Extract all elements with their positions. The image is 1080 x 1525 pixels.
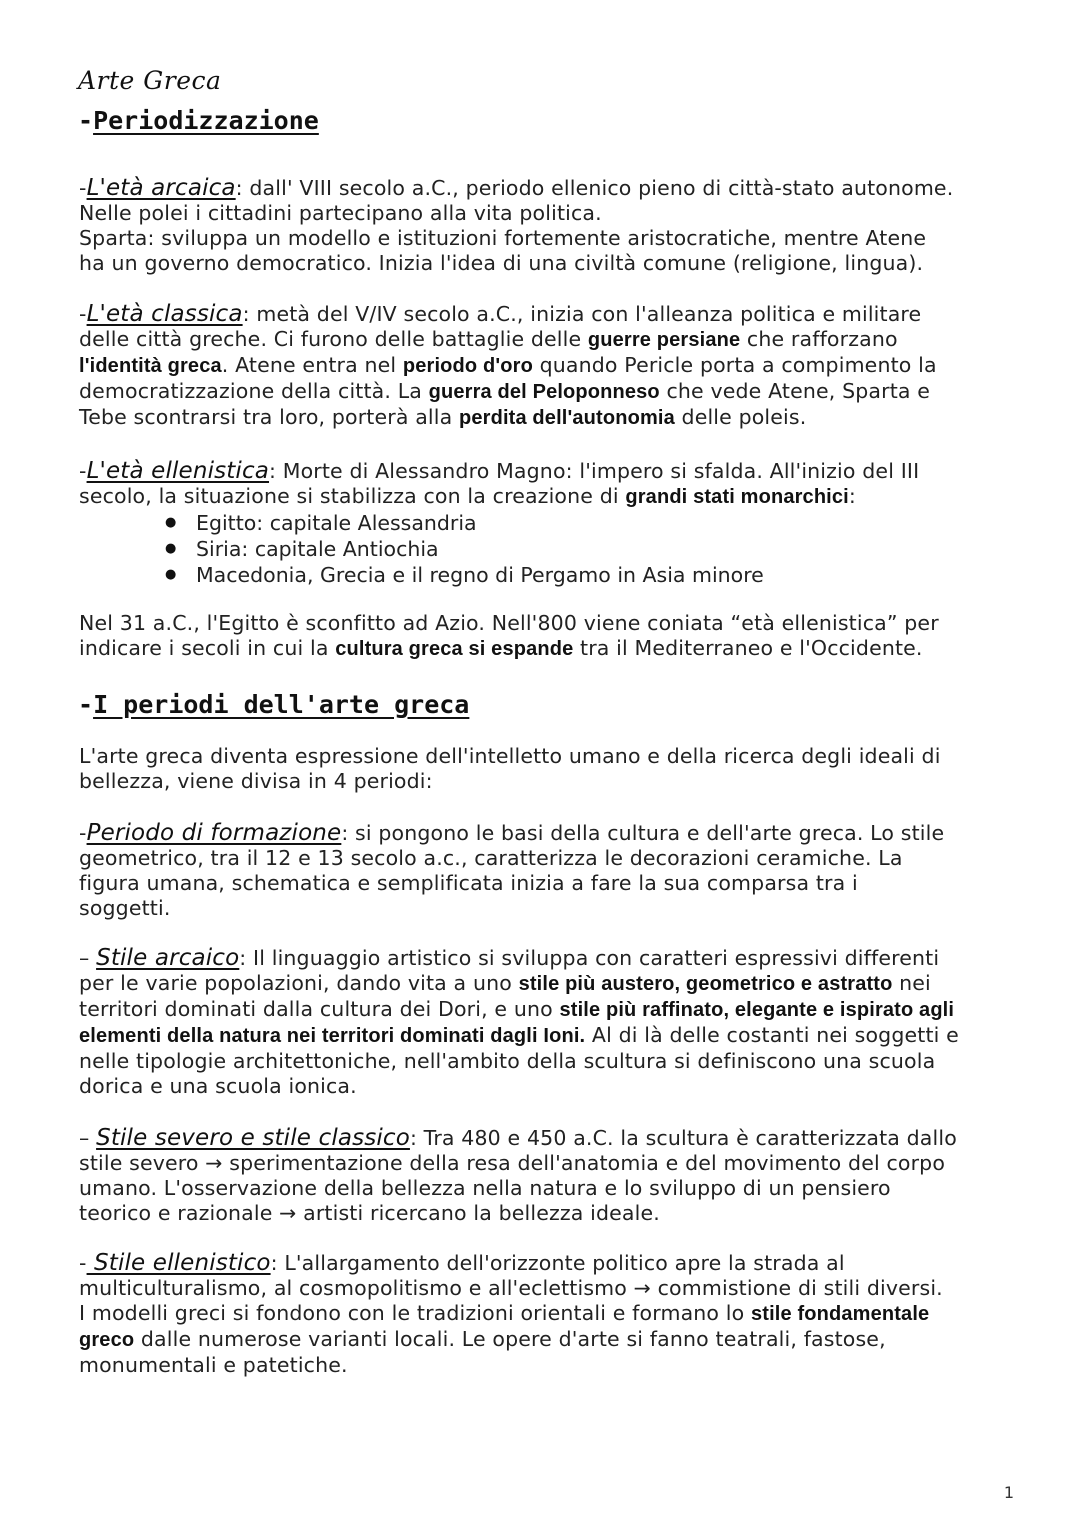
section-heading-periodi-arte [78, 690, 469, 719]
paragraph-stile-arcaico: – Stile arcaico: Il linguaggio artistico si sviluppa con caratteri espressivi differenti per le varie popolazioni, dando vita a uno stile più austero, geometrico e astratto nei territori dominati dalla cultura dei Dori, e uno stile più raffinato, elegante e ispirato agli elementi della natura nei territori dominati dagli Ioni. Al di là delle costanti nei soggetti e nelle tipologie architettoniche, nell'ambito della scultura si definiscono una scuola dorica e una scuola ionica. [79, 945, 959, 1098]
heading-dash: - [78, 106, 94, 135]
paragraph-azio: Nel 31 a.C., l'Egitto è sconfitto ad Azio. Nell'800 viene coniata “età ellenistica” per indicare i secoli in cui la cultura greca si espande tra il Mediterraneo e l'Occidente. [79, 611, 939, 660]
term-eta-arcaica: L'età arcaica [86, 175, 236, 201]
heading-dash: - [78, 690, 94, 719]
page-number: 1 [1003, 1483, 1014, 1502]
paragraph-periodo-formazione: -Periodo di formazione: si pongono le basi della cultura e dell'arte greca. Lo stile geometrico, tra il 12 e 13 secolo a.c., caratterizza le decorazioni ceramiche. La figura umana, schematica e semplificata inizia a fare la sua comparsa tra i soggetti. [79, 820, 945, 920]
heading-text: Periodizzazione [93, 106, 319, 135]
paragraph-eta-ellenistica: -L'età ellenistica: Morte di Alessandro Magno: l'impero si sfalda. All'inizio del III secolo, la situazione si stabilizza con la creazione di grandi stati monarchici: [79, 458, 920, 508]
paragraph-intro: L'arte greca diventa espressione dell'intelletto umano e della ricerca degli ideali di bellezza, viene divisa in 4 periodi: [79, 744, 941, 793]
list-item: ● Macedonia, Grecia e il regno di Pergamo in Asia minore [165, 562, 764, 588]
term-stile-ellenistico: Stile ellenistico [86, 1250, 271, 1276]
monarchic-states-list [165, 510, 764, 588]
term-eta-classica: L'età classica [86, 301, 243, 327]
paragraph-stile-severo: – Stile severo e stile classico: Tra 480 e 450 a.C. la scultura è caratterizzata dallo stile severo → sperimentazione della resa dell'anatomia e del movimento del corpo umano. L'osservazione della bellezza nella natura e lo sviluppo di un pensiero teorico e razionale → artisti ricercano la bellezza ideale. [79, 1125, 957, 1225]
term-periodo-formazione: Periodo di formazione [86, 820, 342, 846]
term-stile-severo: Stile severo e stile classico [96, 1125, 410, 1151]
section-heading-periodizzazione [78, 106, 319, 135]
paragraph-stile-ellenistico: - Stile ellenistico: L'allargamento dell'orizzonte politico apre la strada al multiculturalismo, al cosmopolitismo e all'eclettismo → commistione di stili diversi. I modelli greci si fondono con le tradizioni orientali e formano lo stile fondamentale greco dalle numerose varianti locali. Le opere d'arte si fanno teatrali, fastose, monumentali e patetiche. [79, 1250, 943, 1377]
list-item: ● Egitto: capitale Alessandria [165, 510, 764, 536]
paragraph-eta-classica: -L'età classica: metà del V/IV secolo a.C., inizia con l'alleanza politica e militare delle città greche. Ci furono delle battaglie delle guerre persiane che rafforzano l'identità greca. Atene entra nel periodo d'oro quando Pericle porta a compimento la democratizzazione della città. La guerra del Peloponneso che vede Atene, Sparta e Tebe scontrarsi tra loro, porterà alla perdita dell'autonomia delle poleis. [79, 301, 937, 429]
list-item: ● Siria: capitale Antiochia [165, 536, 764, 562]
heading-text: I periodi dell'arte greca [93, 690, 470, 719]
document-title: Arte Greca [78, 66, 222, 95]
term-stile-arcaico: Stile arcaico [96, 945, 240, 971]
term-eta-ellenistica: L'età ellenistica [86, 458, 270, 484]
paragraph-eta-arcaica: -L'età arcaica: dall' VIII secolo a.C., periodo ellenico pieno di città-stato autonome. Nelle polei i cittadini partecipano alla vita politica. Sparta: sviluppa un modello e istituzioni fortemente aristocratiche, mentre Atene ha un governo democratico. Inizia l'idea di una civiltà comune (religione, lingua). [79, 175, 954, 275]
